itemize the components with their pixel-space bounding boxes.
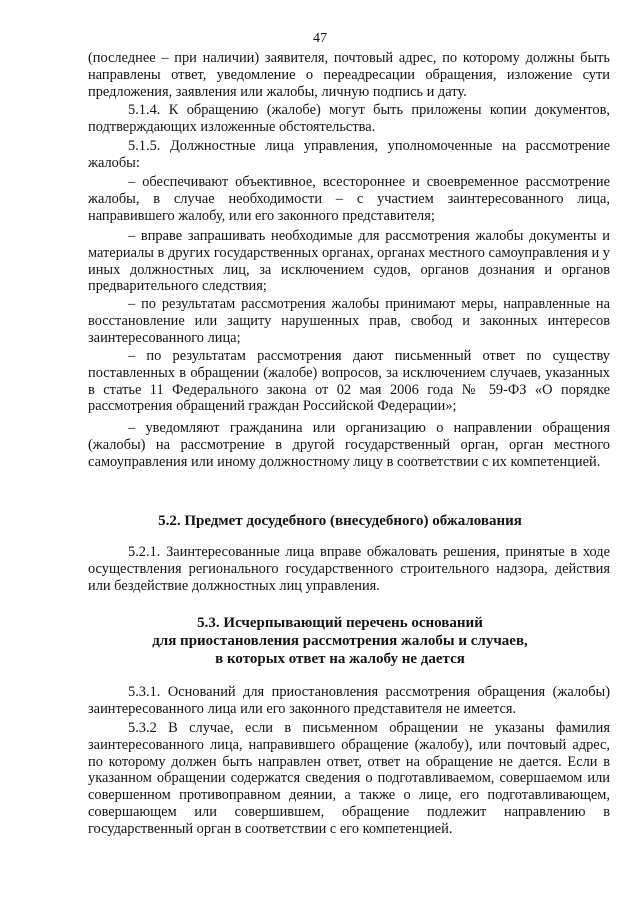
page-number: 47 <box>313 31 327 46</box>
paragraph-applicant-details: (последнее – при наличии) заявителя, почтовый адрес, по которому должны быть направлены ответ, уведомление о переадресации обращения, изложение сути предложения, заявления или жалобы, личную подпись и дату. <box>88 50 610 100</box>
paragraph-5-3-2: 5.3.2 В случае, если в письменном обращении не указаны фамилия заинтересованного лица, направившего обращение (жалобу), или почтовый адрес, по которому должен быть направлен ответ, ответ на обращение не дается. Если в указанном обращении содержатся сведения о подготавливаемом, совершаемом или совершенном противоправном деянии, а также о лице, его подготавливающем, совершающем или совершившем, обращение подлежит направлению в государственный орган в соответствии с его компетенцией. <box>88 720 610 837</box>
list-item-take-measures: – по результатам рассмотрения жалобы принимают меры, направленные на восстановление или защиту нарушенных прав, свобод и законных интересов заинтересованного лица; <box>88 296 610 346</box>
paragraph-5-1-5: 5.1.5. Должностные лица управления, уполномоченные на рассмотрение жалобы: <box>88 138 610 171</box>
paragraph-5-2-1: 5.2.1. Заинтересованные лица вправе обжаловать решения, принятые в ходе осуществления регионального государственного строительного надзора, действия или бездействие должностных лиц управления. <box>88 544 610 594</box>
section-heading-5-3-line1: 5.3. Исчерпывающий перечень оснований <box>197 615 483 631</box>
paragraph-5-3-1: 5.3.1. Оснований для приостановления рассмотрения обращения (жалобы) заинтересованного лица или его законного представителя не имеется. <box>88 684 610 717</box>
list-item-request-documents: – вправе запрашивать необходимые для рассмотрения жалобы документы и материалы в других государственных органах, органах местного самоуправления и у иных должностных лиц, за исключением судов, органов дознания и органов предварительного следствия; <box>88 228 610 295</box>
section-heading-5-3-line2: для приостановления рассмотрения жалобы и случаев, <box>152 633 528 649</box>
paragraph-5-1-4: 5.1.4. К обращению (жалобе) могут быть приложены копии документов, подтверждающих изложенные обстоятельства. <box>88 102 610 135</box>
list-item-written-answer: – по результатам рассмотрения дают письменный ответ по существу поставленных в обращении (жалобе) вопросов, за исключением случаев, указанных в статье 11 Федерального закона от 02 мая 2006 года № 59-ФЗ «О порядке рассмотрения обращений граждан Российской Федерации»; <box>88 348 610 415</box>
section-heading-5-2: 5.2. Предмет досудебного (внесудебного) обжалования <box>158 513 522 529</box>
section-heading-5-3-line3: в которых ответ на жалобу не дается <box>215 651 465 667</box>
list-item-notify: – уведомляют гражданина или организацию о направлении обращения (жалобы) на рассмотрение в другой государственный орган, орган местного самоуправления или иному должностному лицу в соответствии с их компетенцией. <box>88 420 610 470</box>
list-item-ensure-review: – обеспечивают объективное, всестороннее и своевременное рассмотрение жалобы, в случае необходимости – с участием заинтересованного лица, направившего жалобу, или его законного представителя; <box>88 174 610 224</box>
